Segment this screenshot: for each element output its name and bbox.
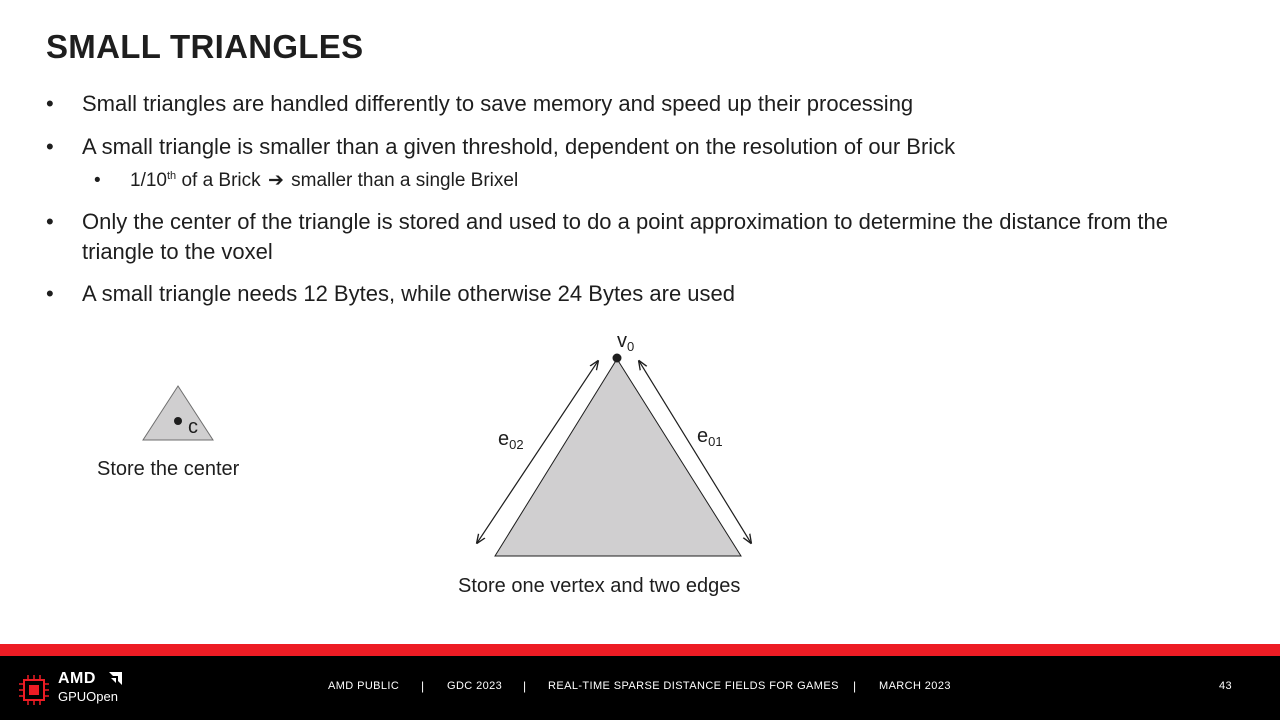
slide-title: SMALL TRIANGLES: [46, 28, 364, 65]
center-point: [174, 417, 182, 425]
bullet-marker: •: [46, 209, 54, 234]
vertex-label: $v_0$: [617, 330, 635, 354]
bullet-item: [46, 132, 1236, 162]
bullet-item: [46, 207, 1236, 267]
brick-text: of a Brick: [181, 170, 261, 191]
footer-talk-title: REAL-TIME SPARSE DISTANCE FIELDS FOR GAMES: [548, 680, 839, 692]
sub-bullet-marker: •: [94, 170, 101, 191]
footer-separator: |: [523, 679, 527, 693]
bullet-item: [46, 279, 1236, 309]
large-triangle-shape: [495, 359, 741, 556]
brixel-text: smaller than a single Brixel: [291, 170, 519, 191]
footer-separator: |: [853, 679, 857, 693]
large-figure-caption: Store one vertex and two edges: [458, 575, 741, 597]
bullet-text: A small triangle needs 12 Bytes, while otherwise 24 Bytes are used: [82, 281, 736, 306]
ordinal-superscript: th: [166, 170, 177, 182]
bullet-text: A small triangle is smaller than a given threshold, dependent on the resolution of our Brick: [82, 134, 956, 159]
small-triangle-shape: [143, 386, 213, 440]
fraction-text: 1/10: [130, 170, 167, 191]
footer-event: GDC 2023: [447, 680, 503, 692]
bullet-item: [46, 89, 1236, 119]
gpuopen-logo-text: GPUOpen: [58, 689, 118, 704]
accent-bar: [0, 644, 1280, 656]
footer-date: MARCH 2023: [879, 680, 951, 692]
center-label: c: [188, 416, 198, 438]
page-number: 43: [1219, 680, 1233, 692]
bullet-marker: •: [46, 281, 54, 306]
sub-bullet-text: [130, 170, 518, 191]
bullet-marker: •: [46, 134, 54, 159]
bullet-text: Small triangles are handled differently to save memory and speed up their processing: [82, 91, 914, 116]
footer: [0, 656, 1280, 720]
edge-02-label: $e_{02}$: [498, 428, 524, 452]
amd-arrow-logo-icon: [108, 672, 122, 686]
bullet-marker: •: [46, 91, 54, 116]
small-triangle-figure: [130, 375, 230, 455]
chip-logo-icon: [18, 674, 50, 706]
large-triangle-figure: [460, 325, 780, 565]
bullet-text: Only the center of the triangle is stored and used to do a point approximation to determine the distance from the triangle to the voxel: [82, 209, 1168, 264]
vertex-point: [613, 354, 622, 363]
sub-bullet-item: [94, 168, 518, 194]
amd-logo-text: AMD: [58, 670, 96, 687]
small-figure-caption: Store the center: [97, 458, 240, 480]
footer-separator: |: [421, 679, 425, 693]
footer-classification: AMD PUBLIC: [328, 680, 400, 692]
arrow-right-icon: ➔: [267, 170, 284, 191]
edge-01-label: $e_{01}$: [697, 425, 723, 449]
